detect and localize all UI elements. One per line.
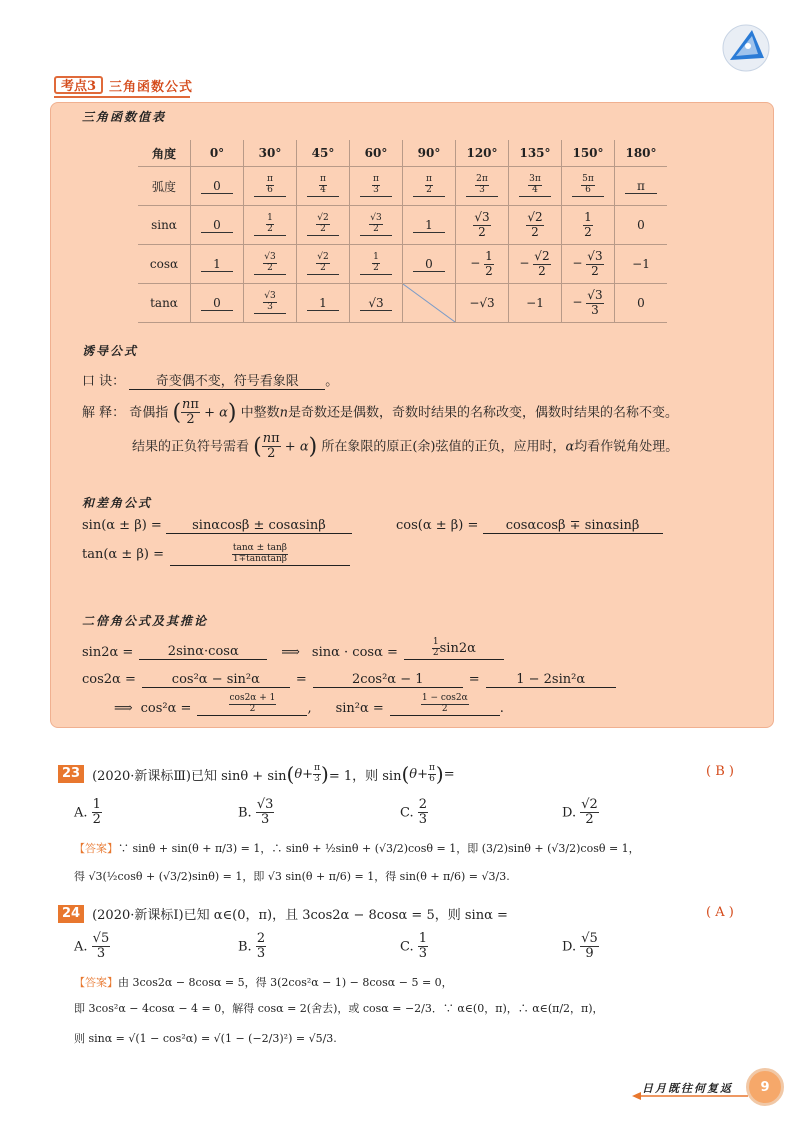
row-label: 弧度	[138, 167, 191, 206]
cell: $\frac{5\pi}{6}$	[562, 167, 615, 206]
cell-value: 0	[201, 296, 233, 311]
question-source: (2020·新课标Ⅰ)	[92, 908, 184, 923]
cell: 120°	[456, 140, 509, 167]
rhyme-end: 。	[325, 374, 339, 389]
formula-rhs: $\frac{1 - \cos 2\alpha}{2}$	[390, 694, 500, 716]
cell	[191, 206, 244, 245]
cell: $\frac{1}{2}$	[562, 206, 615, 245]
solution-24-line-1	[74, 974, 453, 990]
explain-text: 结果的正负符号需看	[132, 439, 250, 455]
logo-icon	[722, 24, 770, 72]
cell: −1	[509, 284, 562, 323]
formula-lhs: tan(α ± β) =	[82, 547, 164, 563]
question-23: 23 (2020·新课标Ⅲ) 已知 sinθ + sin ( θ+ $\frac{\pi}{3}$ ) = 1，则 sin ( θ+ $\frac{\pi}{6}$ ) =	[58, 762, 455, 786]
cell: − $\frac{1}{2}$	[456, 245, 509, 284]
cell: $\frac{√3}{2}$	[350, 206, 403, 245]
cell: $\frac{\pi}{3}$	[350, 167, 403, 206]
diagonal-slash-icon	[403, 284, 455, 322]
table-row-radian	[138, 167, 667, 206]
cos2-formula	[82, 672, 616, 688]
formula-rhs: $\frac{1}{2}$ sin2α	[404, 638, 504, 660]
section-title: 三角函数公式	[109, 79, 194, 95]
table-row-sin	[138, 206, 667, 245]
cell: $\frac{\pi}{4}$	[297, 167, 350, 206]
answer-letter: B	[715, 764, 725, 779]
option-d[interactable]: D. $\frac{√5}{9}$	[562, 931, 598, 962]
answer-letter: A	[715, 905, 725, 920]
cell	[615, 167, 668, 206]
question-24	[58, 904, 508, 923]
cell-value: 1	[307, 296, 339, 311]
cell: $\frac{1}{2}$	[350, 245, 403, 284]
explain-line-1: 解 释： 奇偶指 ( $\frac{n\pi}{2}$ + α) 中整数n是奇数还是偶数，奇数时结果的名称改变，偶数时结果的名称不变。	[82, 397, 679, 428]
fraction-denominator: 1∓tanαtanβ	[232, 553, 288, 564]
explain-var: α	[565, 439, 575, 455]
option-a[interactable]: A. $\frac{√5}{3}$	[74, 931, 110, 962]
formula-lhs: sinα · cosα =	[311, 644, 398, 660]
question-stem: =	[443, 766, 455, 782]
solution-text: 由 3cos2α − 8cosα = 5，得 3(2cos²α − 1) − 8cosα − 5 = 0，	[118, 976, 453, 989]
comma: ,	[307, 700, 312, 716]
question-number: 23	[58, 765, 84, 783]
equals-sign: =	[468, 672, 480, 687]
explain-var: n	[279, 405, 289, 421]
sin2-formula	[82, 638, 504, 660]
cell	[350, 284, 403, 323]
cell: 0	[615, 206, 668, 245]
formula-lhs: sin²α =	[335, 700, 384, 716]
option-a[interactable]: A. $\frac{1}{2}$	[74, 797, 101, 828]
formula-lhs: cos²α =	[140, 700, 192, 716]
cell: −1	[615, 245, 668, 284]
tan-sum-formula	[82, 544, 350, 566]
formula-rhs: cos²α − sin²α	[142, 672, 290, 688]
trig-value-table	[138, 140, 667, 323]
double-angle-title: 二倍角公式及其推论	[82, 614, 209, 628]
question-stem: = 1，则 sin	[328, 768, 402, 784]
option-b[interactable]: B. $\frac{√3}{3}$	[238, 797, 274, 828]
cell: − $\frac{√2}{2}$	[509, 245, 562, 284]
square-formulas	[114, 694, 504, 716]
formula-rhs: sinαcosβ ± cosαsinβ	[166, 518, 352, 534]
table-row-cos	[138, 245, 667, 284]
solution-text: 即 3cos²α − 4cosα − 4 = 0，解得 cosα = 2(舍去)，或 cosα = −2/3．∵ α∈(0，π)，∴ α∈(π/2，π)，	[74, 1002, 604, 1015]
cell: 0	[615, 284, 668, 323]
option-b[interactable]: B. $\frac{2}{3}$	[238, 931, 266, 962]
cell: − $\frac{√3}{2}$	[562, 245, 615, 284]
option-c[interactable]: C. $\frac{2}{3}$	[400, 797, 428, 828]
cell-value: π	[625, 179, 657, 194]
solution-24-line-2	[74, 1000, 604, 1016]
implies-symbol: ⟹	[114, 700, 133, 716]
implies-symbol: ⟹	[281, 644, 300, 660]
cell-value: 1	[201, 257, 233, 272]
cell: 60°	[350, 140, 403, 167]
sumdiff-title: 和差角公式	[82, 496, 153, 510]
cell: 90°	[403, 140, 456, 167]
cell-value: 1	[413, 218, 445, 233]
answer-slot-24: ( A )	[706, 905, 734, 920]
formula-lhs: sin2α =	[82, 644, 134, 660]
header-underline	[54, 96, 190, 98]
explain-text: 均看作锐角处理。	[574, 439, 679, 455]
section-header	[54, 74, 193, 96]
cell: 0°	[191, 140, 244, 167]
cell: $\frac{2\pi}{3}$	[456, 167, 509, 206]
formula-rhs: 1 − 2sin²α	[486, 672, 616, 688]
formula-rhs: 2cos²α − 1	[313, 672, 463, 688]
cell: 30°	[244, 140, 297, 167]
cell: $\frac{√2}{2}$	[297, 206, 350, 245]
cell: $\frac{√3}{2}$	[244, 245, 297, 284]
question-number: 24	[58, 905, 84, 923]
cell	[191, 245, 244, 284]
formula-rhs: $\frac{\cos 2\alpha + 1}{2}$	[197, 694, 307, 716]
solution-23-line-2	[74, 868, 510, 884]
formula-lhs: cos2α =	[82, 672, 136, 687]
cell	[403, 206, 456, 245]
cell-value: 0	[201, 218, 233, 233]
solution-23-line-1	[74, 840, 640, 856]
sin-sum-formula	[82, 518, 352, 534]
cell: 180°	[615, 140, 668, 167]
explain-text: 是奇数还是偶数，奇数时结果的名称改变，偶数时结果的名称不变。	[288, 405, 679, 421]
option-d[interactable]: D. $\frac{√2}{2}$	[562, 797, 598, 828]
solution-text: 则 sinα = √(1 − cos²α) = √(1 − (−2/3)²) = √5/3.	[74, 1032, 337, 1045]
logo-badge	[722, 24, 770, 72]
formula-rhs: 2sinα·cosα	[139, 644, 267, 660]
question-stem: 已知 sinθ + sin	[191, 768, 287, 784]
cell: $\frac{\pi}{6}$	[244, 167, 297, 206]
explain-text: 所在象限的原正(余)弦值的正负，应用时，	[321, 439, 566, 455]
rhyme-line	[82, 370, 338, 390]
cell-value: √3	[360, 296, 392, 311]
row-label: 角度	[138, 140, 191, 167]
explain-line-2: 结果的正负符号需看 ( $\frac{n\pi}{2}$ + α) 所在象限的原正(余)弦值的正负，应用时，α均看作锐角处理。	[132, 431, 679, 462]
explain-text: 奇偶指	[129, 405, 169, 421]
cell: −√3	[456, 284, 509, 323]
values-table-title: 三角函数值表	[82, 110, 167, 124]
cell: $\frac{1}{2}$	[244, 206, 297, 245]
question-stem: 已知 α∈(0，π)，且 3cos2α − 8cosα = 5，则 sinα =	[183, 908, 508, 923]
row-label: sinα	[138, 206, 191, 245]
section-tag: 考点3	[54, 76, 103, 94]
option-c[interactable]: C. $\frac{1}{3}$	[400, 931, 428, 962]
period: .	[499, 700, 504, 716]
cell: $\frac{√3}{2}$	[456, 206, 509, 245]
question-source: (2020·新课标Ⅲ)	[92, 768, 191, 784]
cell: $\frac{√3}{3}$	[244, 284, 297, 323]
equals-sign: =	[295, 672, 307, 687]
solution-text: ∵ sinθ + sin(θ + π/3) = 1，∴ sinθ + ½sinθ + (√3/2)cosθ = 1，即 (3/2)sinθ + (√3/2)cosθ = 1，	[118, 842, 640, 855]
footer-motto: 日月既往何复返	[642, 1082, 733, 1095]
explain-text: 中整数	[240, 405, 280, 421]
cell: $\frac{√2}{2}$	[509, 206, 562, 245]
cell	[403, 245, 456, 284]
cell: $\frac{3\pi}{4}$	[509, 167, 562, 206]
explain-label: 解 释：	[82, 405, 126, 421]
cell	[297, 284, 350, 323]
answer-label: 【答案】	[74, 842, 118, 855]
cell: 135°	[509, 140, 562, 167]
formula-rhs: cosαcosβ ∓ sinαsinβ	[483, 518, 663, 534]
row-label: cosα	[138, 245, 191, 284]
cell: − $\frac{√3}{3}$	[562, 284, 615, 323]
row-label: tanα	[138, 284, 191, 323]
cell-value: 0	[201, 179, 233, 194]
page-number: 9	[746, 1068, 784, 1106]
cos-sum-formula	[396, 518, 663, 534]
answer-label: 【答案】	[74, 976, 118, 989]
rhyme-label: 口 诀：	[82, 374, 126, 389]
table-row-tan	[138, 284, 667, 323]
cell: 45°	[297, 140, 350, 167]
cell: 150°	[562, 140, 615, 167]
table-row-degree	[138, 140, 667, 167]
formula-lhs: cos(α ± β) =	[396, 518, 479, 533]
rhyme-text: 奇变偶不变，符号看象限	[129, 370, 325, 390]
fraction-numerator: tanα ± tanβ	[232, 543, 288, 553]
cell: $\frac{√2}{2}$	[297, 245, 350, 284]
cell-diagonal	[403, 284, 456, 323]
cell: $\frac{\pi}{2}$	[403, 167, 456, 206]
cell	[191, 284, 244, 323]
cell-value: 0	[413, 257, 445, 272]
answer-slot-23: ( B )	[706, 764, 734, 779]
cell	[191, 167, 244, 206]
solution-text: 得 √3(½cosθ + (√3/2)sinθ) = 1，即 √3 sin(θ + π/6) = 1，得 sin(θ + π/6) = √3/3.	[74, 870, 510, 883]
formula-lhs: sin(α ± β) =	[82, 518, 162, 533]
induction-title: 诱导公式	[82, 344, 139, 358]
solution-24-line-3	[74, 1030, 337, 1046]
